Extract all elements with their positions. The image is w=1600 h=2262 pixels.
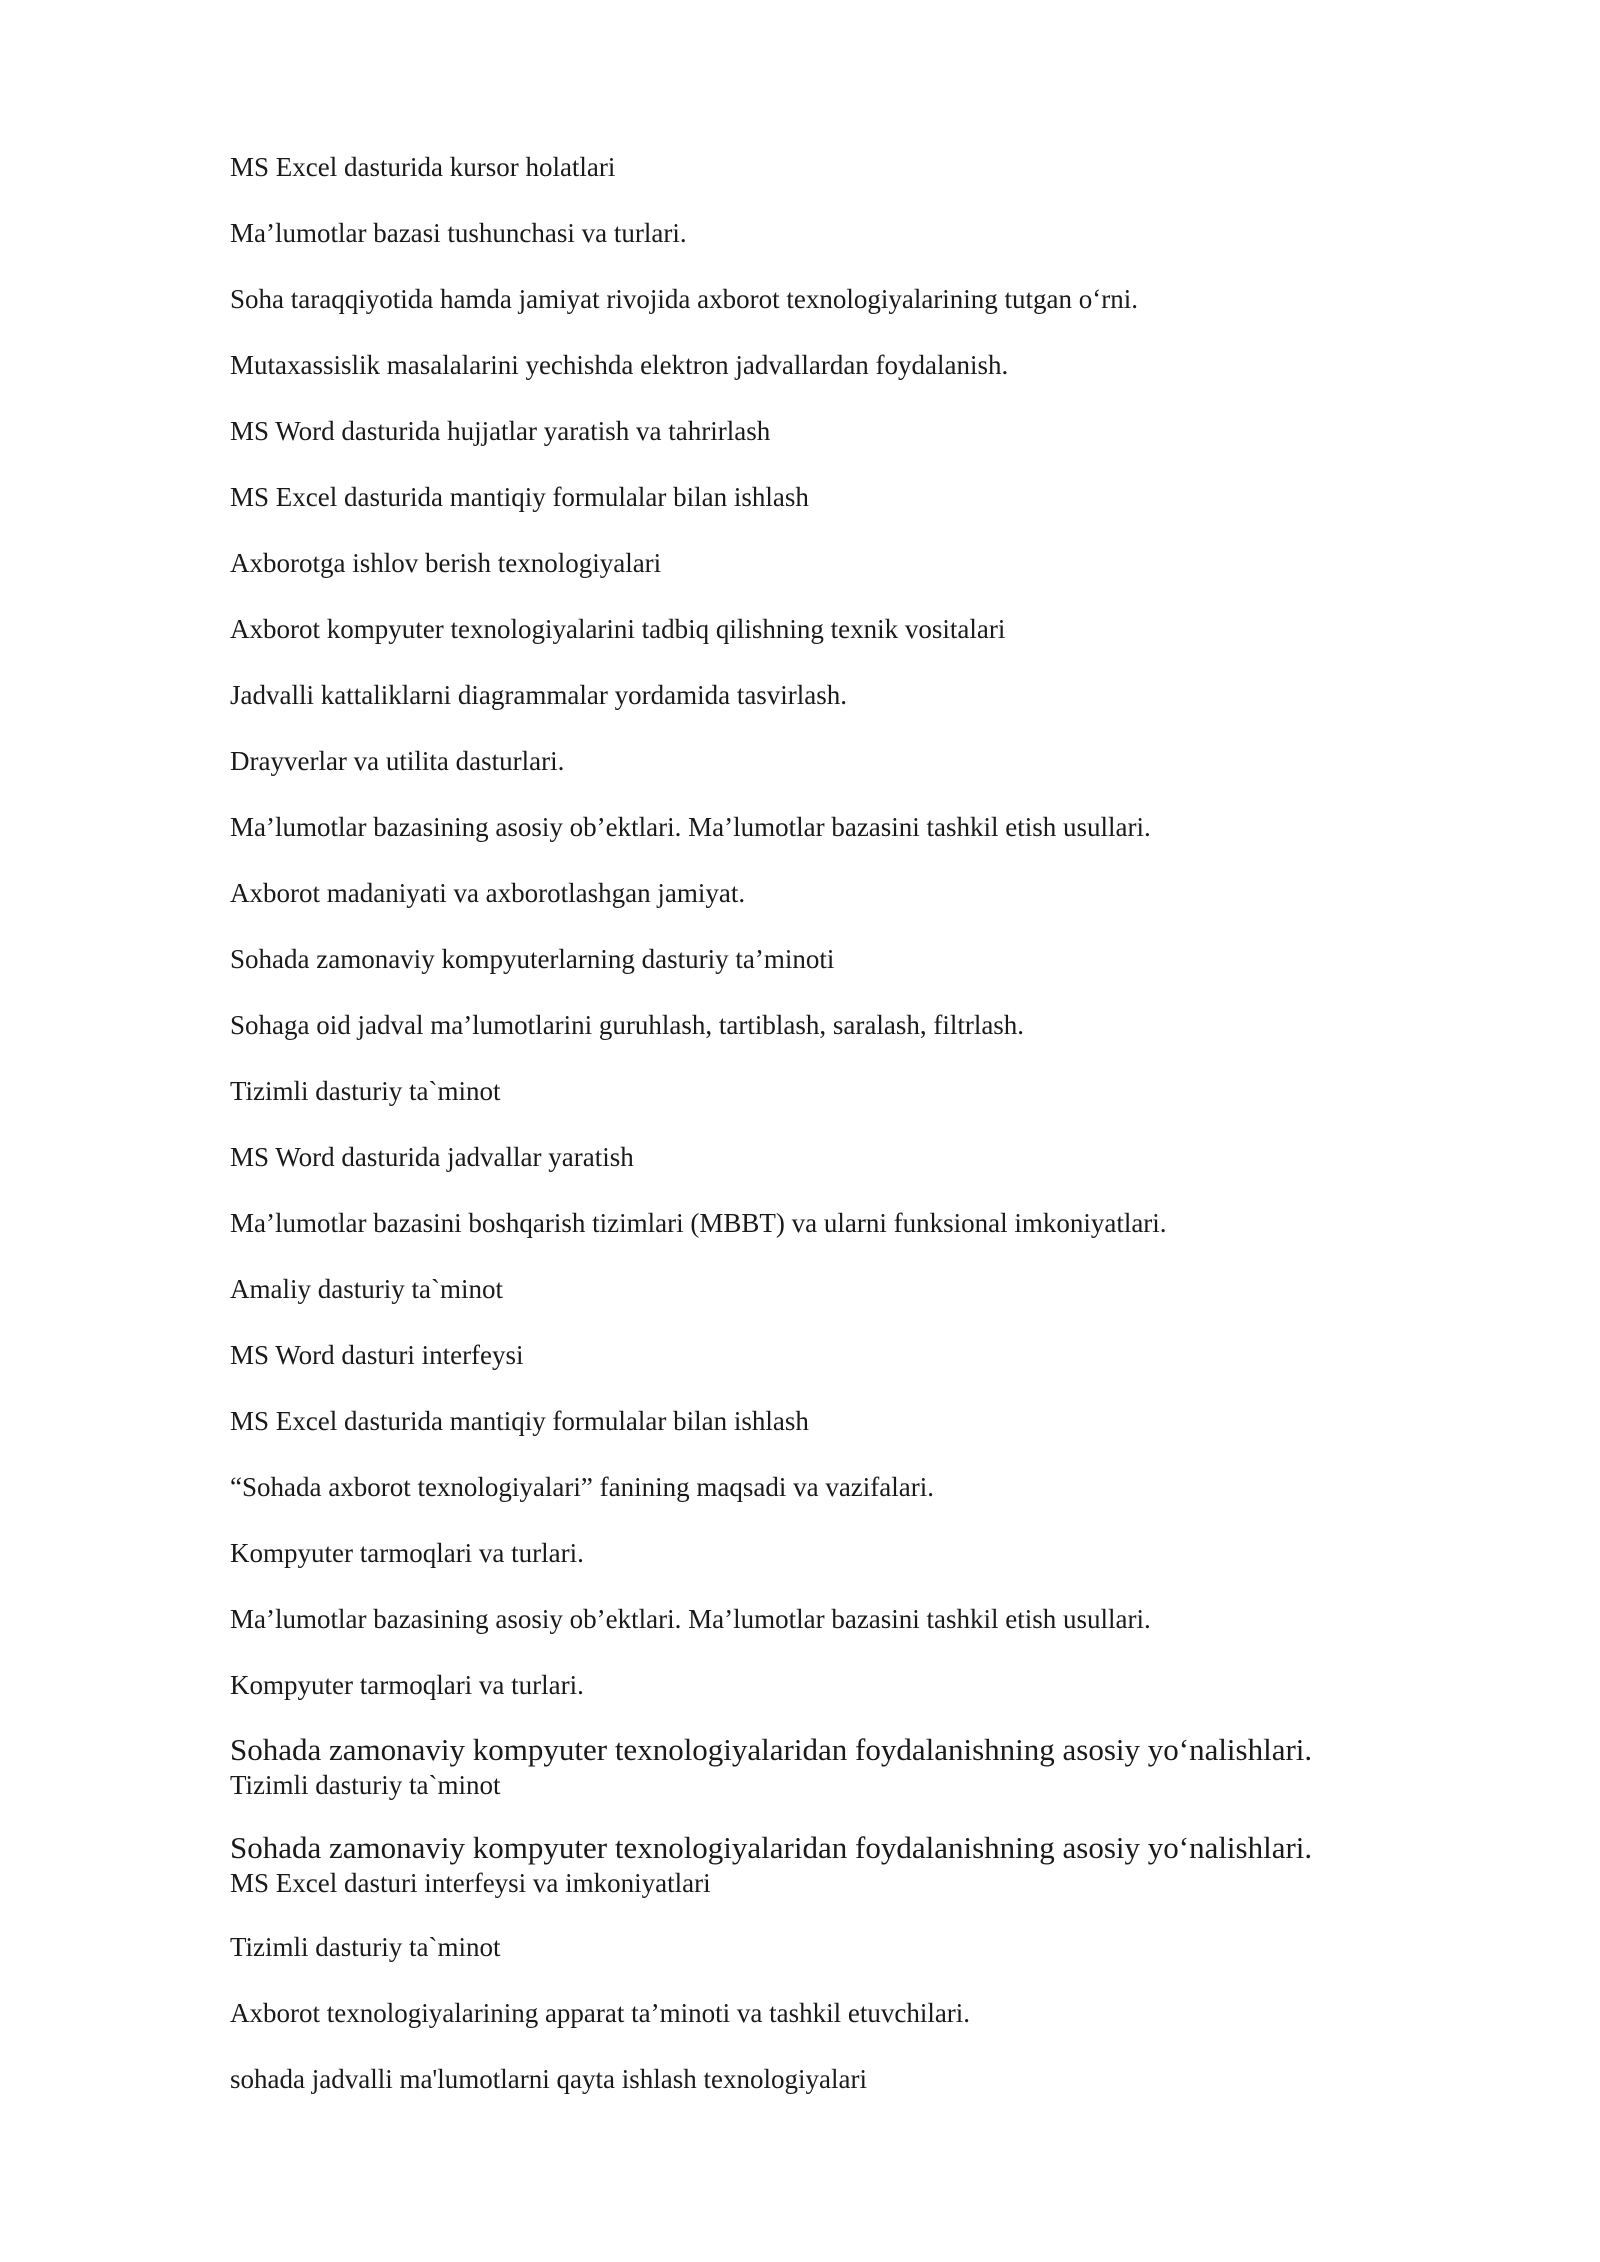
document-line: Ma’lumotlar bazasining asosiy ob’ektlari. Ma’lumotlar bazasini tashkil etish usullari. [230,812,1151,842]
document-line: Tizimli dasturiy ta`minot [230,1770,501,1800]
document-line: MS Excel dasturida mantiqiy formulalar bilan ishlash [230,482,809,512]
document-block [230,1732,1470,1802]
document-line: Jadvalli kattaliklarni diagrammalar yordamida tasvirlash. [230,680,848,710]
document-line: MS Word dasturi interfeysi [230,1340,524,1370]
document-line-large: Sohada zamonaviy kompyuter texnologiyalaridan foydalanishning asosiy yo‘nalishlari. [230,1732,1313,1767]
document-line: Tizimli dasturiy ta`minot [230,1932,501,1962]
document-line: Soha taraqqiyotida hamda jamiyat rivojida axborot texnologiyalarining tutgan o‘rni. [230,284,1139,314]
document-line: Ma’lumotlar bazasini boshqarish tizimlari (MBBT) va ularni funksional imkoniyatlari. [230,1208,1167,1238]
document-block [230,1830,1470,1900]
document-line: Drayverlar va utilita dasturlari. [230,746,565,776]
document-line: Amaliy dasturiy ta`minot [230,1274,503,1304]
document-line: MS Word dasturida jadvallar yaratish [230,1142,634,1172]
document-page [230,148,1470,2126]
document-line: Axborot kompyuter texnologiyalarini tadbiq qilishning texnik vositalari [230,614,1006,644]
document-line: Ma’lumotlar bazasining asosiy ob’ektlari. Ma’lumotlar bazasini tashkil etish usullari. [230,1604,1151,1634]
document-line: Sohada zamonaviy kompyuterlarning dasturiy ta’minoti [230,944,835,974]
document-line: Kompyuter tarmoqlari va turlari. [230,1538,584,1568]
document-line: MS Excel dasturida mantiqiy formulalar bilan ishlash [230,1406,809,1436]
document-line: Sohaga oid jadval ma’lumotlarini guruhlash, tartiblash, saralash, filtrlash. [230,1010,1025,1040]
document-line: Tizimli dasturiy ta`minot [230,1076,501,1106]
document-line: sohada jadvalli ma'lumotlarni qayta ishlash texnologiyalari [230,2064,867,2094]
document-line: “Sohada axborot texnologiyalari” fanining maqsadi va vazifalari. [230,1472,934,1502]
document-line: Axborotga ishlov berish texnologiyalari [230,548,662,578]
document-line: Ma’lumotlar bazasi tushunchasi va turlari. [230,218,687,248]
document-line: Kompyuter tarmoqlari va turlari. [230,1670,584,1700]
document-line: MS Word dasturida hujjatlar yaratish va tahrirlash [230,416,771,446]
document-line: MS Excel dasturida kursor holatlari [230,152,616,182]
document-line: Axborot texnologiyalarining apparat ta’minoti va tashkil etuvchilari. [230,1998,971,2028]
document-line-large: Sohada zamonaviy kompyuter texnologiyalaridan foydalanishning asosiy yo‘nalishlari. [230,1830,1313,1865]
document-line: Mutaxassislik masalalarini yechishda elektron jadvallardan foydalanish. [230,350,1009,380]
document-line: Axborot madaniyati va axborotlashgan jamiyat. [230,878,746,908]
document-line: MS Excel dasturi interfeysi va imkoniyatlari [230,1868,711,1898]
